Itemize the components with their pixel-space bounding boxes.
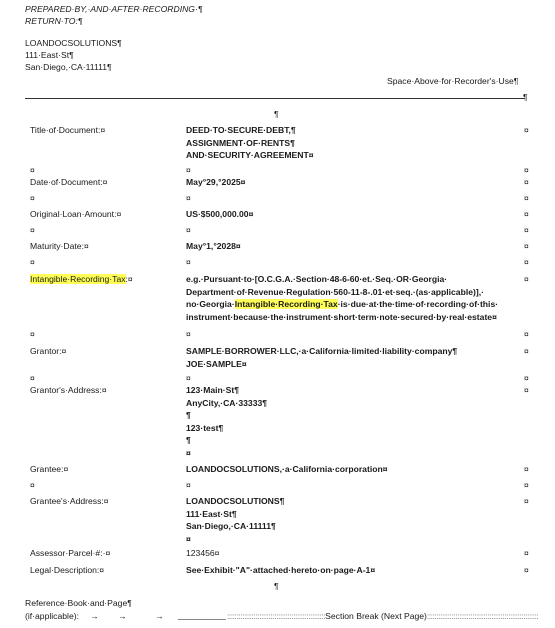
- cell-marker: ¤: [186, 480, 191, 490]
- tax-line: instrument·because·the·instrument·short·term·note·secured·by·real·estate¤: [186, 311, 497, 322]
- cell-marker: ¤: [30, 480, 35, 490]
- grantor-address-line: 123·test¶: [186, 422, 224, 433]
- cell-marker: ¤: [186, 165, 191, 175]
- grantor-label: Grantor:¤: [30, 346, 67, 356]
- cell-marker: ¤: [524, 565, 529, 575]
- original-loan-amount-value: US·$500,000.00¤: [186, 209, 254, 219]
- grantee-address-line: 111·East·St¶: [186, 508, 237, 519]
- cell-marker: ¤: [30, 373, 35, 383]
- grantee-address-label: Grantee's·Address:¤: [30, 496, 109, 506]
- reference-book-label: Reference·Book·and·Page¶: [25, 598, 132, 608]
- section-break-dots: :::::::::::::::::::::::::::::::::::::::::::::::::::::::::::: [426, 611, 539, 621]
- cell-marker: ¤: [524, 548, 529, 558]
- return-address-line-2: 111·East·St¶: [25, 50, 74, 60]
- tab-arrow-icon: →: [90, 611, 99, 621]
- cell-marker: ¤: [524, 373, 529, 383]
- grantee-address-line: ¤: [186, 533, 191, 544]
- cell-marker: ¤: [186, 225, 191, 235]
- return-address-line-1: LOANDOCSOLUTIONS¶: [25, 38, 122, 48]
- return-to-heading: RETURN·TO:¶: [25, 16, 83, 26]
- recorder-space-rule: [25, 98, 525, 99]
- grantee-value: LOANDOCSOLUTIONS,·a·California·corporation¤: [186, 464, 388, 474]
- assessor-parcel-label: Assessor·Parcel·#:·¤: [30, 548, 111, 558]
- intangible-recording-tax-label: [30, 274, 133, 284]
- cell-marker: ¤: [524, 385, 529, 395]
- date-of-document-label: Date·of·Document:¤: [30, 177, 108, 187]
- grantor-address-line: ¤: [186, 447, 191, 458]
- cell-marker: ¤: [186, 329, 191, 339]
- cell-marker: ¤: [524, 464, 529, 474]
- date-of-document-value: May°29,°2025¤: [186, 177, 246, 187]
- cell-marker: ¤: [524, 480, 529, 490]
- grantee-label: Grantee:¤: [30, 464, 69, 474]
- cell-marker: ¤: [524, 209, 529, 219]
- cell-marker: ¤: [524, 274, 529, 284]
- title-of-document-label: Title·of·Document:¤: [30, 125, 106, 135]
- title-of-document-value: [186, 124, 313, 162]
- intangible-recording-tax-value: [186, 273, 498, 323]
- grantor-address-line: ¶: [186, 435, 191, 446]
- cell-marker: ¤: [186, 257, 191, 267]
- grantor-address-line: 123·Main·St¶: [186, 385, 240, 395]
- cell-marker: ¤: [524, 177, 529, 187]
- cell-marker: ¤: [30, 193, 35, 203]
- cell-marker: ¤: [30, 257, 35, 267]
- tax-line: [186, 298, 498, 311]
- cell-marker: ¤: [30, 225, 35, 235]
- return-address-line-3: San·Diego,·CA·11111¶: [25, 62, 112, 72]
- search-highlight: Intangible·Recording·Tax: [30, 274, 126, 284]
- section-break[interactable]: [227, 611, 539, 621]
- section-break-dots: ::::::::::::::::::::::::::::::::::::::::::::::::::::: [227, 611, 326, 621]
- cell-marker: ¤: [524, 257, 529, 267]
- paragraph-mark: ¶: [523, 92, 528, 102]
- cell-marker: ¤: [524, 346, 529, 356]
- grantor-address-label: Grantor's·Address:¤: [30, 385, 107, 395]
- paragraph-mark: ¶: [274, 109, 279, 119]
- label-tail: :¤: [125, 274, 133, 284]
- legal-description-value: See·Exhibit·"A"·attached·hereto·on·page·A-1¤: [186, 565, 376, 575]
- cell-marker: ¤: [30, 165, 35, 175]
- grantor-address-line: ¶: [186, 410, 191, 421]
- cell-marker: ¤: [30, 329, 35, 339]
- tax-line: Department·of·Revenue·Regulation·560-11-8-.01·et·seq.·(as·applicable)],·: [186, 286, 484, 297]
- grantee-address-line: San·Diego,·CA·11111¶: [186, 521, 276, 532]
- tax-line-text: ·is·due·at·the·time·of·recording·of·this·: [337, 299, 499, 310]
- cell-marker: ¤: [186, 193, 191, 203]
- cell-marker: ¤: [524, 329, 529, 339]
- cell-marker: ¤: [524, 125, 529, 135]
- cell-marker: ¤: [524, 241, 529, 251]
- tab-arrow-icon: →: [155, 611, 164, 621]
- grantor-address-line: AnyCity,·CA·33333¶: [186, 397, 268, 408]
- assessor-parcel-value: 123456¤: [186, 548, 220, 558]
- legal-description-label: Legal·Description:¤: [30, 565, 105, 575]
- cell-marker: ¤: [524, 193, 529, 203]
- grantee-address-value: [186, 495, 284, 545]
- grantor-line: JOE·SAMPLE¤: [186, 358, 247, 369]
- maturity-date-value: May°1,°2028¤: [186, 241, 241, 251]
- cell-marker: ¤: [524, 496, 529, 506]
- cell-marker: ¤: [524, 165, 529, 175]
- tax-line: e.g.·Pursuant·to·[O.C.G.A.·Section·48-6-60·et.·Seq.·OR·Georgia·: [186, 274, 448, 284]
- grantee-address-line: LOANDOCSOLUTIONS¶: [186, 496, 285, 506]
- cell-marker: ¤: [186, 373, 191, 383]
- title-line: AND·SECURITY·AGREEMENT¤: [186, 150, 314, 161]
- grantor-address-value: [186, 384, 267, 460]
- search-highlight: Intangible·Recording·Tax: [234, 299, 338, 310]
- prepared-by-heading: PREPARED·BY,·AND·AFTER·RECORDING·¶: [25, 4, 203, 14]
- title-line: ASSIGNMENT·OF·RENTS¶: [186, 137, 295, 148]
- grantor-value: [186, 345, 457, 370]
- reference-blank: __________: [178, 610, 226, 620]
- reference-book-sublabel: (if·applicable):: [25, 611, 79, 621]
- paragraph-mark: ¶: [274, 581, 279, 591]
- tab-arrow-icon: →: [118, 611, 127, 621]
- cell-marker: ¤: [524, 225, 529, 235]
- recorder-space-label: Space·Above·for·Recorder's·Use¶: [387, 76, 519, 86]
- maturity-date-label: Maturity·Date:¤: [30, 241, 89, 251]
- original-loan-amount-label: Original·Loan·Amount:¤: [30, 209, 122, 219]
- tax-line-text: no·Georgia·: [186, 299, 235, 310]
- title-line: DEED·TO·SECURE·DEBT,¶: [186, 125, 296, 135]
- grantor-line: SAMPLE·BORROWER·LLC,·a·California·limited·liability·company¶: [186, 346, 458, 356]
- section-break-label: Section Break (Next Page): [325, 611, 427, 621]
